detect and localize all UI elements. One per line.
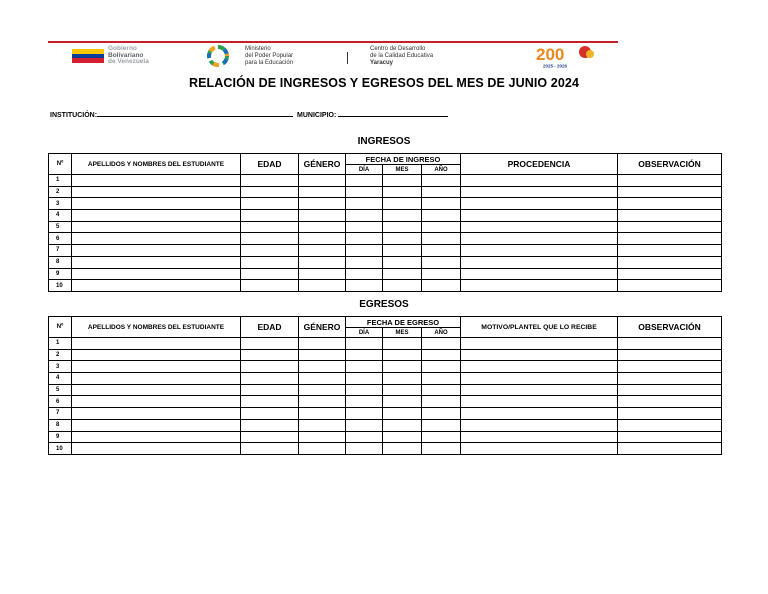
table-cell[interactable] [383, 443, 422, 455]
ingresos-col-num: Nº [49, 154, 72, 175]
table-cell[interactable] [618, 256, 722, 268]
table-cell[interactable] [383, 361, 422, 373]
table-cell[interactable] [461, 245, 618, 257]
egresos-col-num: Nº [49, 317, 72, 338]
table-cell[interactable] [72, 256, 241, 268]
table-row [49, 186, 722, 198]
table-cell[interactable] [241, 384, 299, 396]
table-cell[interactable] [299, 408, 346, 420]
egresos-col-fecha: FECHA DE EGRESO [346, 317, 461, 328]
table-cell[interactable] [72, 373, 241, 385]
table-cell[interactable] [618, 361, 722, 373]
table-cell[interactable] [72, 419, 241, 431]
table-cell[interactable] [346, 443, 383, 455]
row-number: 5 [49, 384, 72, 396]
table-cell[interactable] [383, 384, 422, 396]
gobierno-line-2: Bolivariano [108, 51, 144, 59]
table-cell[interactable] [72, 245, 241, 257]
table-cell[interactable] [383, 210, 422, 222]
table-cell[interactable] [422, 175, 461, 187]
table-cell[interactable] [422, 384, 461, 396]
table-cell[interactable] [422, 419, 461, 431]
table-row [49, 349, 722, 361]
table-cell[interactable] [422, 256, 461, 268]
table-cell[interactable] [461, 396, 618, 408]
table-cell[interactable] [383, 280, 422, 292]
table-cell[interactable] [461, 384, 618, 396]
table-cell[interactable] [618, 338, 722, 350]
table-cell[interactable] [422, 373, 461, 385]
page-title: RELACIÓN DE INGRESOS Y EGRESOS DEL MES DE JUNIO 2024 [188, 76, 580, 90]
table-cell[interactable] [346, 233, 383, 245]
table-cell[interactable] [72, 175, 241, 187]
ingresos-col-genero: GÉNERO [299, 154, 346, 175]
table-cell[interactable] [72, 198, 241, 210]
egresos-col-name: APELLIDOS Y NOMBRES DEL ESTUDIANTE [72, 317, 241, 338]
table-cell[interactable] [618, 431, 722, 443]
egresos-col-ano: AÑO [422, 328, 461, 338]
egresos-col-observacion: OBSERVACIÓN [618, 317, 722, 338]
table-cell[interactable] [346, 268, 383, 280]
table-cell[interactable] [299, 431, 346, 443]
table-cell[interactable] [618, 233, 722, 245]
table-cell[interactable] [346, 280, 383, 292]
table-cell[interactable] [461, 198, 618, 210]
ingresos-col-fecha: FECHA DE INGRESO [346, 154, 461, 165]
ministerio-line-1: Ministerio [245, 46, 271, 52]
table-row [49, 373, 722, 385]
row-number: 9 [49, 431, 72, 443]
table-cell[interactable] [241, 186, 299, 198]
table-row [49, 198, 722, 210]
table-cell[interactable] [299, 396, 346, 408]
egresos-col-mes: MES [383, 328, 422, 338]
institucion-label: INSTITUCIÓN: [50, 112, 98, 119]
table-cell[interactable] [618, 245, 722, 257]
table-cell[interactable] [241, 408, 299, 420]
table-cell[interactable] [383, 221, 422, 233]
year-badge-text: 200 [536, 45, 565, 64]
ingresos-col-procedencia: PROCEDENCIA [461, 154, 618, 175]
table-cell[interactable] [299, 256, 346, 268]
table-cell[interactable] [618, 280, 722, 292]
table-cell[interactable] [618, 408, 722, 420]
table-cell[interactable] [72, 280, 241, 292]
table-row [49, 210, 722, 222]
table-cell[interactable] [461, 175, 618, 187]
table-cell[interactable] [241, 245, 299, 257]
table-cell[interactable] [383, 338, 422, 350]
table-cell[interactable] [241, 443, 299, 455]
gobierno-line-3: de Venezuela [108, 58, 149, 65]
centro-line-3: Yaracuy [370, 59, 394, 66]
table-cell[interactable] [72, 443, 241, 455]
table-cell[interactable] [241, 373, 299, 385]
table-cell[interactable] [241, 419, 299, 431]
anniversary-logo-icon [533, 43, 599, 69]
table-cell[interactable] [618, 186, 722, 198]
table-cell[interactable] [241, 256, 299, 268]
table-cell[interactable] [72, 210, 241, 222]
table-cell[interactable] [461, 338, 618, 350]
table-cell[interactable] [72, 384, 241, 396]
table-cell[interactable] [383, 419, 422, 431]
row-number: 4 [49, 373, 72, 385]
table-cell[interactable] [618, 349, 722, 361]
row-number: 2 [49, 349, 72, 361]
row-number: 1 [49, 175, 72, 187]
table-cell[interactable] [461, 221, 618, 233]
ingresos-col-edad: EDAD [241, 154, 299, 175]
table-cell[interactable] [346, 221, 383, 233]
municipio-field[interactable] [338, 110, 448, 117]
table-row [49, 256, 722, 268]
table-cell[interactable] [72, 233, 241, 245]
table-cell[interactable] [383, 233, 422, 245]
table-row [49, 233, 722, 245]
table-cell[interactable] [346, 419, 383, 431]
table-row [49, 268, 722, 280]
row-number: 10 [49, 280, 72, 292]
centro-text [370, 46, 433, 66]
table-cell[interactable] [422, 268, 461, 280]
table-cell[interactable] [461, 256, 618, 268]
table-cell[interactable] [299, 361, 346, 373]
table-cell[interactable] [299, 373, 346, 385]
table-cell[interactable] [422, 361, 461, 373]
table-row [49, 280, 722, 292]
table-cell[interactable] [299, 419, 346, 431]
row-number: 2 [49, 186, 72, 198]
row-number: 7 [49, 245, 72, 257]
table-cell[interactable] [299, 268, 346, 280]
gobierno-line-1: Gobierno [108, 45, 137, 52]
table-cell[interactable] [422, 396, 461, 408]
table-cell[interactable] [422, 233, 461, 245]
egresos-col-motivo: MOTIVO/PLANTEL QUE LO RECIBE [461, 317, 618, 338]
table-cell[interactable] [241, 210, 299, 222]
table-cell[interactable] [422, 349, 461, 361]
row-number: 8 [49, 419, 72, 431]
table-cell[interactable] [422, 198, 461, 210]
row-number: 8 [49, 256, 72, 268]
table-cell[interactable] [618, 221, 722, 233]
table-cell[interactable] [346, 256, 383, 268]
table-cell[interactable] [72, 408, 241, 420]
table-cell[interactable] [241, 221, 299, 233]
table-cell[interactable] [618, 384, 722, 396]
table-cell[interactable] [383, 396, 422, 408]
table-cell[interactable] [461, 233, 618, 245]
table-cell[interactable] [241, 338, 299, 350]
row-number: 6 [49, 233, 72, 245]
table-cell[interactable] [618, 396, 722, 408]
table-cell[interactable] [346, 198, 383, 210]
table-cell[interactable] [461, 186, 618, 198]
table-cell[interactable] [383, 186, 422, 198]
table-cell[interactable] [299, 384, 346, 396]
table-cell[interactable] [72, 361, 241, 373]
table-cell[interactable] [618, 373, 722, 385]
table-cell[interactable] [241, 198, 299, 210]
table-cell[interactable] [299, 221, 346, 233]
table-cell[interactable] [383, 431, 422, 443]
table-cell[interactable] [383, 175, 422, 187]
table-cell[interactable] [461, 268, 618, 280]
table-cell[interactable] [72, 349, 241, 361]
ingresos-col-dia: DÍA [346, 165, 383, 175]
table-cell[interactable] [461, 210, 618, 222]
table-cell[interactable] [346, 361, 383, 373]
row-number: 10 [49, 443, 72, 455]
table-cell[interactable] [618, 268, 722, 280]
table-row [49, 384, 722, 396]
table-cell[interactable] [299, 280, 346, 292]
institucion-field[interactable] [97, 110, 293, 117]
table-cell[interactable] [241, 175, 299, 187]
table-cell[interactable] [422, 280, 461, 292]
table-cell[interactable] [383, 373, 422, 385]
table-cell[interactable] [383, 256, 422, 268]
table-cell[interactable] [383, 198, 422, 210]
table-cell[interactable] [72, 221, 241, 233]
table-cell[interactable] [299, 349, 346, 361]
table-row [49, 245, 722, 257]
year-range-text: 2025 - 2026 [543, 63, 568, 69]
table-cell[interactable] [422, 186, 461, 198]
table-cell[interactable] [299, 175, 346, 187]
ministerio-line-3: para la Educación [245, 59, 294, 66]
table-cell[interactable] [241, 280, 299, 292]
egresos-title: EGRESOS [359, 299, 409, 310]
ministerio-text [245, 46, 293, 66]
table-cell[interactable] [461, 443, 618, 455]
centro-line-2: de la Calidad Educativa [370, 52, 434, 59]
table-cell[interactable] [241, 349, 299, 361]
table-cell[interactable] [461, 408, 618, 420]
gobierno-logo-text [108, 46, 149, 66]
ingresos-table [48, 153, 722, 292]
egresos-col-edad: EDAD [241, 317, 299, 338]
table-cell[interactable] [241, 233, 299, 245]
table-cell[interactable] [346, 373, 383, 385]
row-number: 3 [49, 198, 72, 210]
table-row [49, 396, 722, 408]
table-row [49, 419, 722, 431]
egresos-col-genero: GÉNERO [299, 317, 346, 338]
table-row [49, 175, 722, 187]
table-row [49, 221, 722, 233]
table-cell[interactable] [346, 175, 383, 187]
header-banner [48, 41, 618, 71]
venezuela-flag-icon [72, 49, 104, 63]
table-cell[interactable] [422, 221, 461, 233]
table-cell[interactable] [241, 361, 299, 373]
table-cell[interactable] [299, 186, 346, 198]
form-fields [50, 110, 448, 119]
table-cell[interactable] [241, 431, 299, 443]
table-cell[interactable] [422, 443, 461, 455]
table-cell[interactable] [422, 210, 461, 222]
table-cell[interactable] [461, 349, 618, 361]
table-cell[interactable] [422, 338, 461, 350]
table-cell[interactable] [346, 408, 383, 420]
table-cell[interactable] [346, 349, 383, 361]
ingresos-col-name: APELLIDOS Y NOMBRES DEL ESTUDIANTE [72, 154, 241, 175]
ingresos-title: INGRESOS [357, 136, 411, 147]
table-cell[interactable] [461, 431, 618, 443]
table-cell[interactable] [346, 338, 383, 350]
table-cell[interactable] [299, 443, 346, 455]
row-number: 1 [49, 338, 72, 350]
table-row [49, 431, 722, 443]
table-cell[interactable] [618, 210, 722, 222]
table-cell[interactable] [72, 338, 241, 350]
row-number: 4 [49, 210, 72, 222]
ingresos-col-mes: MES [383, 165, 422, 175]
ministerio-line-2: del Poder Popular [245, 52, 294, 59]
table-cell[interactable] [383, 268, 422, 280]
egresos-table [48, 316, 722, 455]
table-cell[interactable] [299, 245, 346, 257]
table-row [49, 338, 722, 350]
row-number: 3 [49, 361, 72, 373]
table-cell[interactable] [618, 419, 722, 431]
row-number: 6 [49, 396, 72, 408]
table-cell[interactable] [461, 361, 618, 373]
table-cell[interactable] [383, 408, 422, 420]
table-cell[interactable] [383, 349, 422, 361]
table-cell[interactable] [72, 186, 241, 198]
table-row [49, 361, 722, 373]
table-cell[interactable] [346, 210, 383, 222]
ingresos-col-ano: AÑO [422, 165, 461, 175]
table-cell[interactable] [299, 210, 346, 222]
table-cell[interactable] [618, 443, 722, 455]
table-row [49, 443, 722, 455]
row-number: 9 [49, 268, 72, 280]
table-cell[interactable] [383, 245, 422, 257]
ingresos-col-observacion: OBSERVACIÓN [618, 154, 722, 175]
table-cell[interactable] [72, 431, 241, 443]
table-cell[interactable] [461, 280, 618, 292]
table-cell[interactable] [461, 419, 618, 431]
header-divider [347, 52, 348, 64]
table-cell[interactable] [618, 175, 722, 187]
table-cell[interactable] [299, 338, 346, 350]
table-cell[interactable] [72, 396, 241, 408]
table-cell[interactable] [422, 431, 461, 443]
table-cell[interactable] [241, 268, 299, 280]
egresos-col-dia: DÍA [346, 328, 383, 338]
table-cell[interactable] [346, 245, 383, 257]
row-number: 5 [49, 221, 72, 233]
table-cell[interactable] [422, 245, 461, 257]
table-cell[interactable] [346, 431, 383, 443]
table-cell[interactable] [346, 186, 383, 198]
table-row [49, 408, 722, 420]
row-number: 7 [49, 408, 72, 420]
table-cell[interactable] [461, 373, 618, 385]
table-cell[interactable] [241, 396, 299, 408]
table-cell[interactable] [346, 396, 383, 408]
ministerio-ring-logo-icon [199, 44, 237, 68]
table-cell[interactable] [346, 384, 383, 396]
table-cell[interactable] [618, 198, 722, 210]
table-cell[interactable] [299, 198, 346, 210]
municipio-label: MUNICIPIO: [297, 112, 337, 119]
table-cell[interactable] [72, 268, 241, 280]
table-cell[interactable] [299, 233, 346, 245]
table-cell[interactable] [422, 408, 461, 420]
centro-line-1: Centro de Desarrollo [370, 46, 426, 52]
